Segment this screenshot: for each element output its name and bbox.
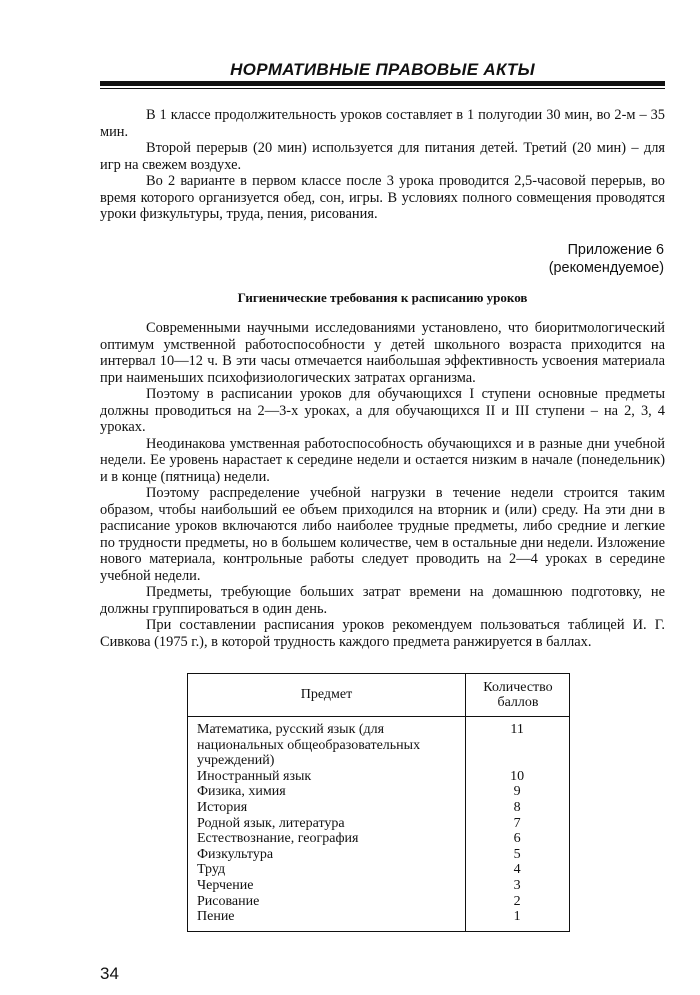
row-score: 4 [513, 862, 521, 878]
running-header: НОРМАТИВНЫЕ ПРАВОВЫЕ АКТЫ [230, 60, 535, 79]
row-subject: Труд [197, 862, 226, 878]
table-row [188, 878, 569, 894]
row-score: 1 [513, 909, 521, 925]
body-text [100, 320, 665, 650]
paragraph: При составлении расписания уроков рекомендуем пользоваться таблицей И. Г. Сивкова (1975 г.), в которой трудность каждого предмета ранжируется в баллах. [100, 617, 665, 650]
row-score: 10 [510, 768, 525, 784]
table-row [188, 847, 569, 863]
section-title: Гигиенические требования к расписанию уроков [237, 290, 528, 305]
table-body [188, 722, 569, 925]
row-subject: Математика, русский язык (для национальных общеобразовательных учреждений) [197, 722, 421, 769]
paragraph: Неодинакова умственная работоспособность обучающихся и в разные дни учебной недели. Ее уровень нарастает к середине недели и остается низким в начале (понедельник) и в конце (пятница) недели. [100, 435, 665, 485]
paragraph: Второй перерыв (20 мин) используется для питания детей. Третий (20 мин) – для игр на свежем воздухе. [100, 140, 665, 173]
header-rule-thick [100, 81, 665, 86]
page-number: 34 [100, 964, 119, 983]
subject-difficulty-table [187, 673, 570, 932]
row-subject: Рисование [197, 893, 260, 909]
table-row [188, 831, 569, 847]
row-subject: Родной язык, литература [197, 815, 345, 831]
row-score: 2 [513, 893, 521, 909]
paragraph: Поэтому распределение учебной нагрузки в течение недели строится таким образом, чтобы наибольший ее объем приходился на вторник и (или) среду. На эти дни в расписание уроков включаются либо наиболее трудные предметы, либо средние и легкие по трудности предметы, но в большем количестве, чем в остальные дни недели. Изложение нового материала, контрольные работы следует проводить на 2—4 уроках в середине учебной недели. [100, 485, 665, 584]
row-score: 6 [513, 831, 521, 847]
table-row [188, 800, 569, 816]
header-score: Количество баллов [483, 680, 553, 710]
appendix-number: Приложение 6 [567, 242, 664, 258]
row-score: 8 [513, 799, 521, 815]
row-subject: Иностранный язык [197, 768, 312, 784]
table-row [188, 894, 569, 910]
row-score: 9 [513, 784, 521, 800]
table-header [188, 674, 569, 717]
row-score: 5 [513, 846, 521, 862]
paragraph: В 1 классе продолжительность уроков составляет в 1 полугодии 30 мин, во 2-м – 35 мин. [100, 107, 665, 140]
row-score: 7 [513, 815, 521, 831]
appendix-status: (рекомендуемое) [548, 260, 664, 276]
table-row [188, 722, 569, 769]
row-subject: Пение [197, 909, 235, 925]
intro-text [100, 107, 665, 223]
row-subject: Черчение [197, 877, 254, 893]
paragraph: Поэтому в расписании уроков для обучающихся I ступени основные предметы должны проводиться на 2—3-х уроках, а для обучающихся II и III ступени – на 2, 3, 4 уроках. [100, 386, 665, 435]
paragraph: Современными научными исследованиями установлено, что биоритмологический оптимум умственной работоспособности у детей школьного возраста приходится на интервал 10—12 ч. В эти часы отмечается наибольшая эффективность усвоения материала при наименьших психофизиологических затратах организма. [100, 320, 665, 386]
table-row [188, 909, 569, 925]
appendix-label [549, 241, 664, 277]
row-subject: Физика, химия [197, 784, 286, 800]
paragraph: Во 2 варианте в первом классе после 3 урока проводится 2,5-часовой перерыв, во время которого организуется обед, сон, игры. В условиях полного совмещения проводятся уроки физкультуры, труда, пения, рисования. [100, 173, 665, 222]
row-score: 3 [513, 877, 521, 893]
row-subject: Физкультура [197, 846, 274, 862]
header-rule-thin [100, 88, 665, 89]
table-row [188, 816, 569, 832]
paragraph: Предметы, требующие больших затрат времени на домашнюю подготовку, не должны группироваться в один день. [100, 584, 665, 617]
row-score: 11 [510, 722, 524, 737]
row-subject: История [197, 799, 248, 815]
table-row [188, 784, 569, 800]
header-subject: Предмет [300, 687, 353, 702]
table-row [188, 862, 569, 878]
table-row [188, 769, 569, 785]
row-subject: Естествознание, география [197, 831, 359, 847]
